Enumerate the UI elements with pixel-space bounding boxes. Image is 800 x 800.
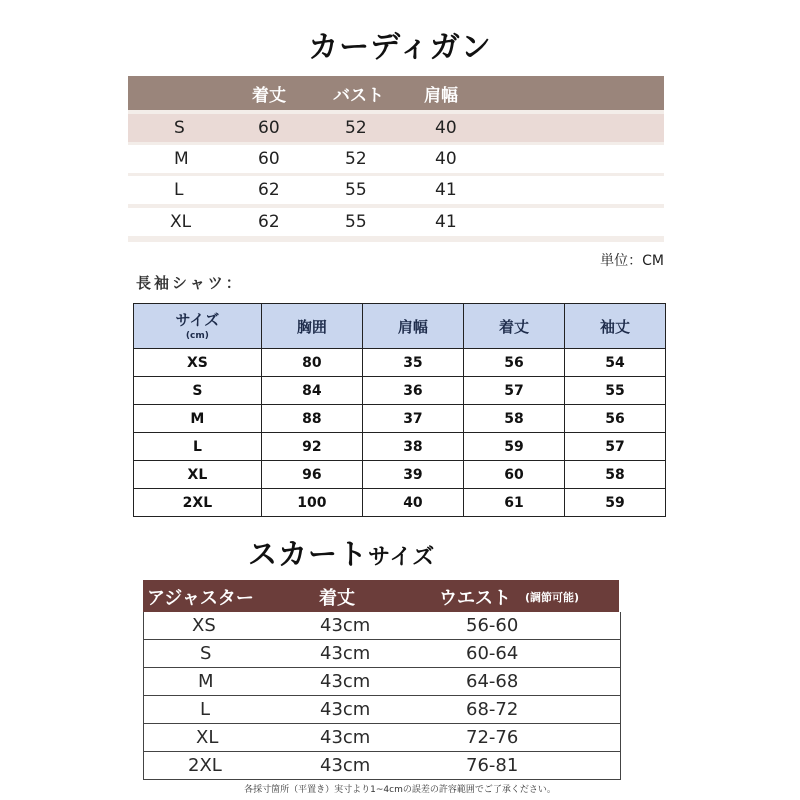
- table-row: [144, 640, 620, 668]
- chest-cell: 80: [261, 349, 362, 377]
- header-shoulder: 肩幅: [424, 86, 458, 106]
- length-cell: 43cm: [320, 671, 371, 692]
- shoulder-cell: 40: [435, 149, 457, 169]
- size-cell: XL: [170, 212, 192, 232]
- length-cell: 61: [463, 489, 564, 517]
- skirt-size-table: [143, 612, 621, 780]
- shoulder-cell: 35: [362, 349, 463, 377]
- table-row: [128, 114, 664, 142]
- table-row: [134, 349, 666, 377]
- sleeve-cell: 58: [564, 461, 665, 489]
- table-row: [134, 461, 666, 489]
- table-row: [144, 696, 620, 724]
- shoulder-cell: 41: [435, 212, 457, 232]
- length-cell: 60: [258, 149, 280, 169]
- waist-adjustable-note: (調節可能): [525, 591, 580, 604]
- length-cell: 62: [258, 180, 280, 200]
- header-sleeve: 袖丈: [564, 304, 665, 349]
- length-cell: 62: [258, 212, 280, 232]
- length-cell: 56: [463, 349, 564, 377]
- waist-cell: 76-81: [466, 755, 519, 776]
- cardigan-table-header: [128, 76, 664, 110]
- chest-cell: 100: [261, 489, 362, 517]
- header-size: [134, 304, 262, 349]
- skirt-title: [248, 532, 435, 573]
- skirt-title-sub: サイズ: [368, 545, 436, 570]
- size-cell: S: [174, 118, 185, 138]
- bust-cell: 55: [345, 180, 367, 200]
- waist-cell: 68-72: [466, 699, 519, 720]
- length-cell: 43cm: [320, 755, 371, 776]
- size-cell: L: [134, 433, 262, 461]
- size-cell: M: [134, 405, 262, 433]
- table-row: [128, 176, 664, 204]
- chest-cell: 92: [261, 433, 362, 461]
- shirt-size-table: [133, 303, 666, 517]
- table-row: [134, 405, 666, 433]
- sleeve-cell: 56: [564, 405, 665, 433]
- skirt-title-main: スカート: [248, 537, 369, 571]
- size-cell: M: [198, 671, 214, 692]
- table-row: [144, 612, 620, 640]
- sleeve-cell: 55: [564, 377, 665, 405]
- header-shoulder: 肩幅: [362, 304, 463, 349]
- size-cell: L: [200, 699, 211, 720]
- header-waist: ウエスト: [439, 588, 511, 609]
- chest-cell: 96: [261, 461, 362, 489]
- length-cell: 43cm: [320, 643, 371, 664]
- size-cell: S: [200, 643, 212, 664]
- bust-cell: 52: [345, 118, 367, 138]
- length-cell: 57: [463, 377, 564, 405]
- waist-cell: 64-68: [466, 671, 519, 692]
- length-cell: 43cm: [320, 615, 371, 636]
- header-adjuster: アジャスター: [147, 588, 254, 609]
- size-cell: S: [134, 377, 262, 405]
- length-cell: 43cm: [320, 727, 371, 748]
- header-length: 着丈: [252, 86, 286, 106]
- header-bust: バスト: [333, 86, 384, 106]
- unit-label: 単位：CM: [600, 253, 664, 269]
- length-cell: 43cm: [320, 699, 371, 720]
- skirt-table-header: [143, 580, 619, 612]
- table-row: [144, 724, 620, 752]
- length-cell: 60: [463, 461, 564, 489]
- waist-cell: 60-64: [466, 643, 519, 664]
- table-row: [128, 208, 664, 236]
- bust-cell: 55: [345, 212, 367, 232]
- cardigan-title: カーディガン: [308, 30, 492, 65]
- size-cell: 2XL: [134, 489, 262, 517]
- table-row: [134, 433, 666, 461]
- sleeve-cell: 59: [564, 489, 665, 517]
- shoulder-cell: 40: [435, 118, 457, 138]
- chest-cell: 84: [261, 377, 362, 405]
- chest-cell: 88: [261, 405, 362, 433]
- shoulder-cell: 39: [362, 461, 463, 489]
- table-row: [144, 668, 620, 696]
- size-cell: M: [174, 149, 189, 169]
- size-header-unit: (cm): [185, 331, 209, 341]
- size-cell: XS: [134, 349, 262, 377]
- header-length: 着丈: [319, 588, 355, 609]
- size-cell: XL: [196, 727, 219, 748]
- measurement-footnote: 各採寸箇所（平置き）実寸より1~4cmの誤差の許容範囲でご了承ください。: [244, 785, 556, 795]
- length-cell: 60: [258, 118, 280, 138]
- shoulder-cell: 41: [435, 180, 457, 200]
- header-chest: 胸囲: [261, 304, 362, 349]
- shoulder-cell: 40: [362, 489, 463, 517]
- shirt-title: 長袖シャツ：: [136, 274, 244, 292]
- shoulder-cell: 38: [362, 433, 463, 461]
- size-cell: 2XL: [188, 755, 222, 776]
- table-header-row: [134, 304, 666, 349]
- table-row: [128, 145, 664, 173]
- length-cell: 59: [463, 433, 564, 461]
- size-cell: XS: [192, 615, 216, 636]
- waist-cell: 72-76: [466, 727, 519, 748]
- table-row: [144, 752, 620, 780]
- bust-cell: 52: [345, 149, 367, 169]
- cardigan-size-table: [128, 76, 664, 242]
- waist-cell: 56-60: [466, 615, 519, 636]
- sleeve-cell: 54: [564, 349, 665, 377]
- sleeve-cell: 57: [564, 433, 665, 461]
- shoulder-cell: 36: [362, 377, 463, 405]
- size-header-label: サイズ: [175, 311, 220, 329]
- header-length: 着丈: [463, 304, 564, 349]
- table-row: [134, 489, 666, 517]
- length-cell: 58: [463, 405, 564, 433]
- shoulder-cell: 37: [362, 405, 463, 433]
- size-cell: L: [174, 180, 184, 200]
- table-row: [134, 377, 666, 405]
- size-cell: XL: [134, 461, 262, 489]
